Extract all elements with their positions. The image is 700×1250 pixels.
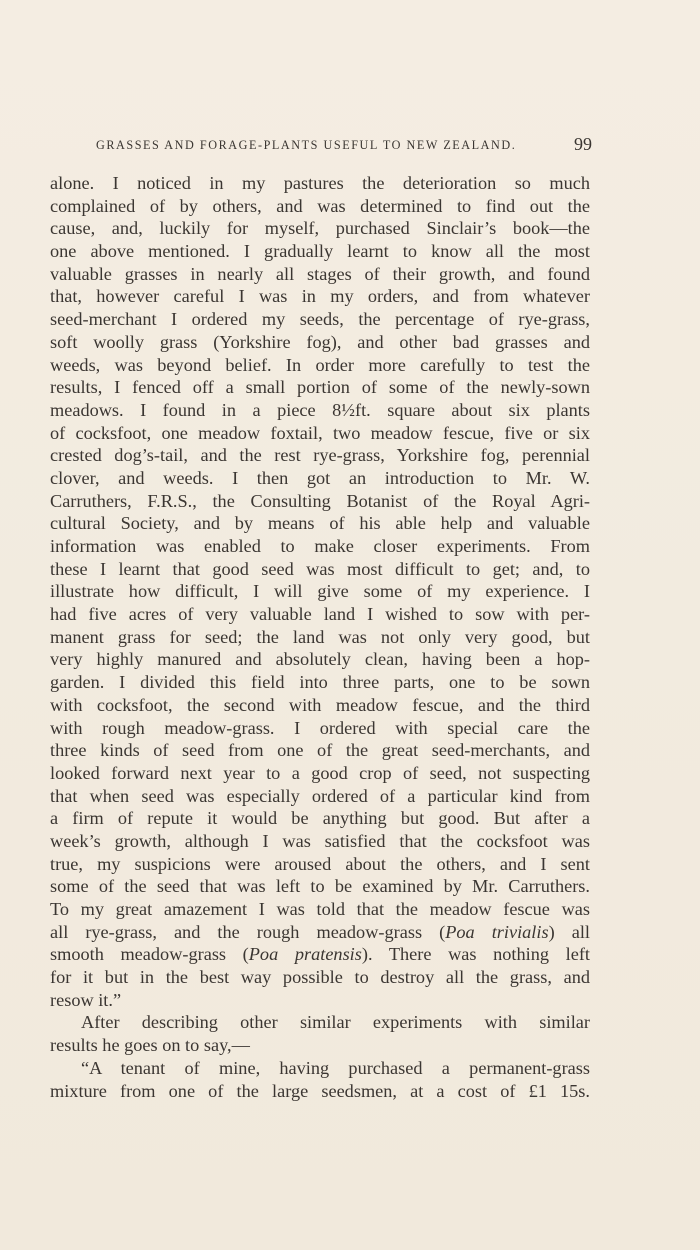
text-line: that when seed was especially ordered of a particular kind from [50,785,590,806]
text-line: cause, and, luckily for myself, purchased Sinclair’s book—the [50,218,590,239]
text-line: three kinds of seed from one of the great seed-merchants, and [50,740,590,761]
text-line: cultural Society, and by means of his able help and valuable [50,513,590,534]
page-header [50,134,594,158]
text-line: week’s growth, although I was satisfied that the cocksfoot was [50,830,590,851]
text-line: meadows. I found in a piece 8½ft. square about six plants [50,399,590,420]
text-line: alone. I noticed in my pastures the deterioration so much [50,173,590,193]
text-line: “A tenant of mine, having purchased a permanent-grass [81,1057,590,1078]
running-title: GRASSES AND FORAGE-PLANTS USEFUL TO NEW ZEALAND. [96,138,517,152]
text-line: illustrate how difficult, I will give some of my experience. I [50,581,590,602]
text-line: weeds, was beyond belief. In order more carefully to test the [50,354,590,375]
text-line: After describing other similar experiments with similar [81,1012,590,1033]
text-line: true, my suspicions were aroused about the others, and I sent [50,853,590,874]
text-line: soft woolly grass (Yorkshire fog), and other bad grasses and [50,331,590,352]
text-line: that, however careful I was in my orders, and from whatever [50,286,590,307]
text-line: these I learnt that good seed was most difficult to get; and, to [50,558,590,579]
page-number: 99 [574,134,592,154]
body-text [50,172,590,1102]
text-line: a firm of repute it would be anything but good. But after a [50,808,590,829]
text-line: manent grass for seed; the land was not only very good, but [50,626,590,647]
text-line: seed-merchant I ordered my seeds, the percentage of rye-grass, [50,309,590,330]
text-line: Carruthers, F.R.S., the Consulting Botanist of the Royal Agri- [50,490,590,511]
text-line: resow it.” [50,989,122,1010]
text-line: To my great amazement I was told that the meadow fescue was [50,899,590,919]
text-line: valuable grasses in nearly all stages of their growth, and found [50,263,590,284]
text-line: had five acres of very valuable land I wished to sow with per- [50,604,590,625]
text-line: garden. I divided this field into three parts, one to be sown [50,672,590,693]
text-line: crested dog’s-tail, and the rest rye-grass, Yorkshire fog, perennial [50,445,590,466]
text-line: very highly manured and absolutely clean, having been a hop- [50,649,590,670]
text-line: smooth meadow-grass (Poa pratensis). There was nothing left [50,944,590,965]
text-line: all rye-grass, and the rough meadow-grass (Poa trivialis) all [50,921,590,942]
text-line: complained of by others, and was determined to find out the [50,195,590,216]
text-line: with cocksfoot, the second with meadow fescue, and the third [50,694,590,715]
text-line: with rough meadow-grass. I ordered with special care the [50,717,590,738]
text-line: clover, and weeds. I then got an introduction to Mr. W. [50,467,590,488]
text-line: results he goes on to say,— [50,1035,250,1056]
text-line: information was enabled to make closer experiments. From [50,536,590,556]
text-line: of cocksfoot, one meadow foxtail, two meadow fescue, five or six [50,422,590,443]
text-line: one above mentioned. I gradually learnt to know all the most [50,241,590,262]
text-line: mixture from one of the large seedsmen, at a cost of £1 15s. [50,1080,590,1101]
text-line: results, I fenced off a small portion of some of the newly-sown [50,377,590,398]
text-line: looked forward next year to a good crop of seed, not suspecting [50,762,590,783]
text-line: some of the seed that was left to be examined by Mr. Carruthers. [50,876,590,897]
text-line: for it but in the best way possible to destroy all the grass, and [50,967,590,988]
